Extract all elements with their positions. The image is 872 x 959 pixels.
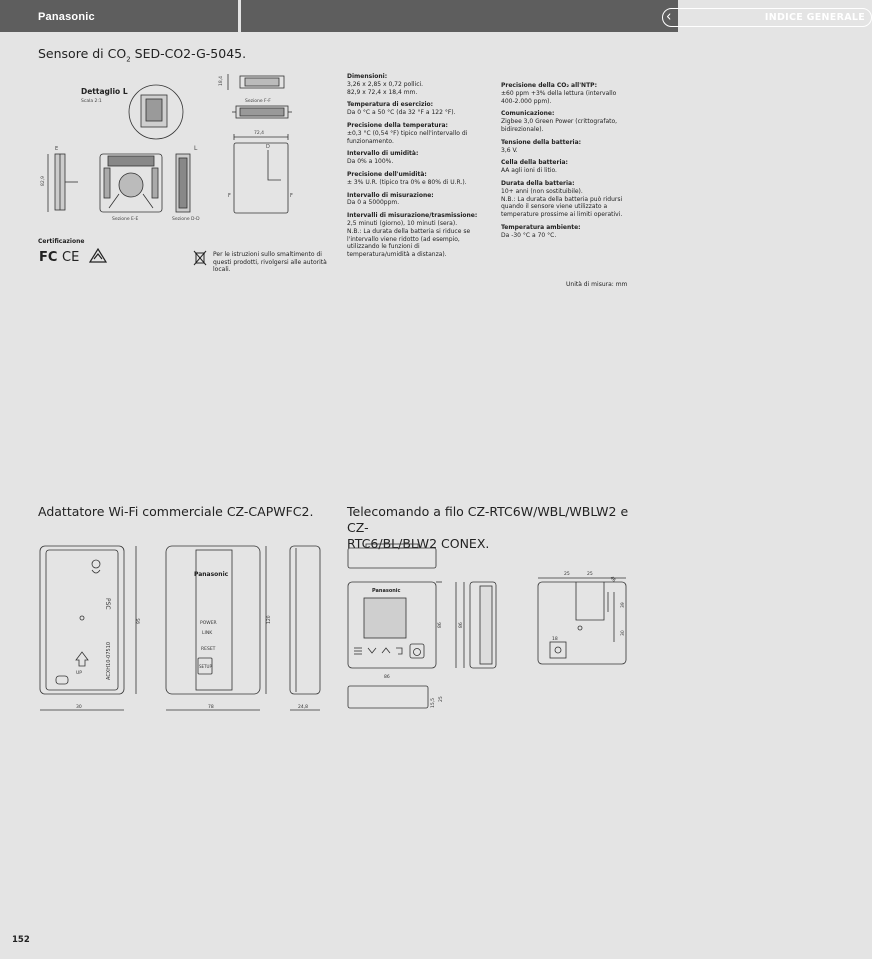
dim-30: 30 [76,705,82,710]
left-spec-1 [347,101,482,117]
fcc-icon: FC [39,250,58,265]
certification-icons [38,248,108,264]
spec-heading: Temperatura di esercizio: [347,101,434,109]
dim-78: 78 [208,705,214,710]
spec-text: N.B.: La durata della batteria può ridursi quando il sensore viene utilizzato a temperature prossime ai limiti operativi. [501,195,623,219]
specs-left-column [347,73,482,264]
header-left-bar [0,0,238,32]
left-spec-6 [347,212,482,259]
spec-heading: Cella della batteria: [501,159,568,167]
spec-heading: Dimensioni: [347,73,388,80]
up-label: UP [76,671,83,676]
spec-heading: Comunicazione: [501,110,555,118]
wifi-side-serial: ACXH10-07510 [106,641,112,680]
section-e-mark: E [55,146,59,152]
left-spec-4 [347,171,482,187]
spec-text: ±60 ppm +3% della lettura (intervallo 400-2.000 ppm). [501,89,617,105]
front-view-outline [234,143,288,213]
rcm-icon [90,249,106,262]
left-spec-5 [347,192,482,208]
dim-25-back-right: 25 [587,572,593,577]
link-label: LINK [202,631,213,636]
spec-text: Zigbee 3,0 Green Power (crittografato, bidirezionale). [501,118,618,133]
spec-text: ± 3% U.R. (tipico tra 0% e 80% di U.R.). [347,178,467,186]
detail-l-title: Dettaglio L [81,87,128,96]
dim-120: 120 [267,615,272,624]
section-f-mark-left: F [228,193,231,199]
spec-heading: Intervallo di misurazione: [347,191,434,199]
chevron-left-icon: ‹ [666,7,672,25]
recycle-text: Per le istruzioni sullo smaltimento di questi prodotti, rivolgersi alle autorità locali. [213,251,327,273]
co2-sensor-title: Sensore di $CO_2$ SED-CO2-G-5045. [38,46,247,64]
setup-label: SETUP [199,664,212,669]
detail-l-mark: L [194,145,198,152]
dim-46: 46 [608,575,617,584]
spec-text: 3,26 x 2,85 x 0,72 pollici. [347,80,424,88]
dim-95: 95 [137,618,142,624]
left-spec-0 [347,73,482,96]
spec-text: Da 0% a 100%. [347,158,394,166]
dim-15-5: 15,5 [431,697,436,708]
side-view-outline [290,546,320,694]
section-d-mark: D [266,144,270,150]
general-index-label: INDICE GENERALE [764,12,865,23]
spec-text: 3,6 V. [501,146,518,154]
remote-top-view [348,548,436,568]
dim-30-back: 30 [621,630,626,636]
spec-heading: Tensione della batteria: [501,138,582,146]
spec-text: 10+ anni (non sostituibile). [501,187,583,195]
wifi-brand: Panasonic [194,571,229,578]
spec-heading: Durata della batteria: [501,179,575,187]
spec-text: Da -30 °C a 70 °C. [501,231,557,239]
spec-text: AA agli ioni di litio. [501,167,557,175]
remote-title: Telecomando a filo CZ-RTC6W/WBL/WBLW2 e CZ- RTC6/BL/BLW2 CONEX. [347,504,629,551]
ce-icon: CE [62,250,80,265]
dim-18: 18 [552,637,558,642]
dim-25-back-left: 25 [564,572,570,577]
wifi-adapter-title: Adattatore Wi-Fi commerciale CZ-CAPWFC2. [38,504,314,519]
section-ff-label: Sezione F-F [245,99,271,104]
units-note: Unità di misura: mm [566,281,628,288]
dim-86-side: 86 [459,622,464,628]
right-spec-1 [501,110,631,133]
header-right-bar [241,0,865,32]
remote-brand: Panasonic [372,588,401,594]
reset-label: RESET [201,647,216,652]
spec-text: Da 0 a 5000ppm. [347,199,400,207]
dim-82-9: 82,9 [41,175,46,186]
remote-buttons-row [354,648,421,656]
dim-72-4: 72,4 [254,131,265,136]
spec-heading: Intervalli di misurazione/trasmissione: [347,212,478,220]
dim-18-4: 18,4 [219,75,224,86]
spec-heading: Precisione dell'umidità: [347,170,427,178]
wifi-adapter-drawings [36,540,336,718]
spec-text: 2,5 minuti (giorno), 10 minuti (sera). [347,219,458,227]
section-f-mark-right: F [290,193,293,199]
spec-heading: Precisione della temperatura: [347,121,448,129]
certification-label: Certificazione [38,238,85,245]
weee-bin-icon [193,250,207,266]
dim-86-width: 86 [384,675,390,680]
dim-39: 39 [621,602,626,608]
right-spec-4 [501,180,631,219]
spec-text: 82,9 x 72,4 x 18,4 mm. [347,88,418,96]
right-spec-0 [501,82,631,105]
spec-heading: Precisione della CO₂ all'NTP: [501,82,597,89]
spec-text: N.B.: La durata della batteria si riduce se l'intervallo viene ridotto (ad esempio, utilizzando le funzioni di temperatura/umidità a distanza). [347,227,471,259]
remote-back-view [538,582,626,664]
remote-drawings [344,542,634,712]
co2-sensor-drawings [38,72,300,232]
spec-heading: Temperatura ambiente: [501,223,581,231]
dim-86-height: 86 [438,622,443,628]
left-spec-2 [347,122,482,145]
general-index-button[interactable] [662,8,872,27]
remote-bottom-view [348,686,428,708]
section-ee-label: Sezione E-E [112,217,139,222]
spec-heading: Intervallo di umidità: [347,150,419,158]
psc-label: PSC [104,598,111,610]
dim-25-depth: 25 [439,696,444,702]
spec-text: ±0,3 °C (0,54 °F) tipico nell'intervallo di funzionamento. [347,129,468,145]
dim-24-8: 24,8 [298,705,309,710]
page-number: 152 [12,935,30,945]
front-view-outline [166,546,260,694]
section-dd-label: Sezione D-D [172,217,200,222]
left-spec-3 [347,150,482,166]
specs-right-column [501,82,631,245]
power-label: POWER [200,621,217,626]
right-spec-3 [501,159,631,175]
brand-logo: Panasonic [38,11,95,23]
right-spec-5 [501,224,631,240]
detail-l-scale: Scala 2:1 [81,99,102,104]
right-spec-2 [501,139,631,155]
spec-text: Da 0 °C a 50 °C (da 32 °F a 122 °F). [347,109,456,117]
